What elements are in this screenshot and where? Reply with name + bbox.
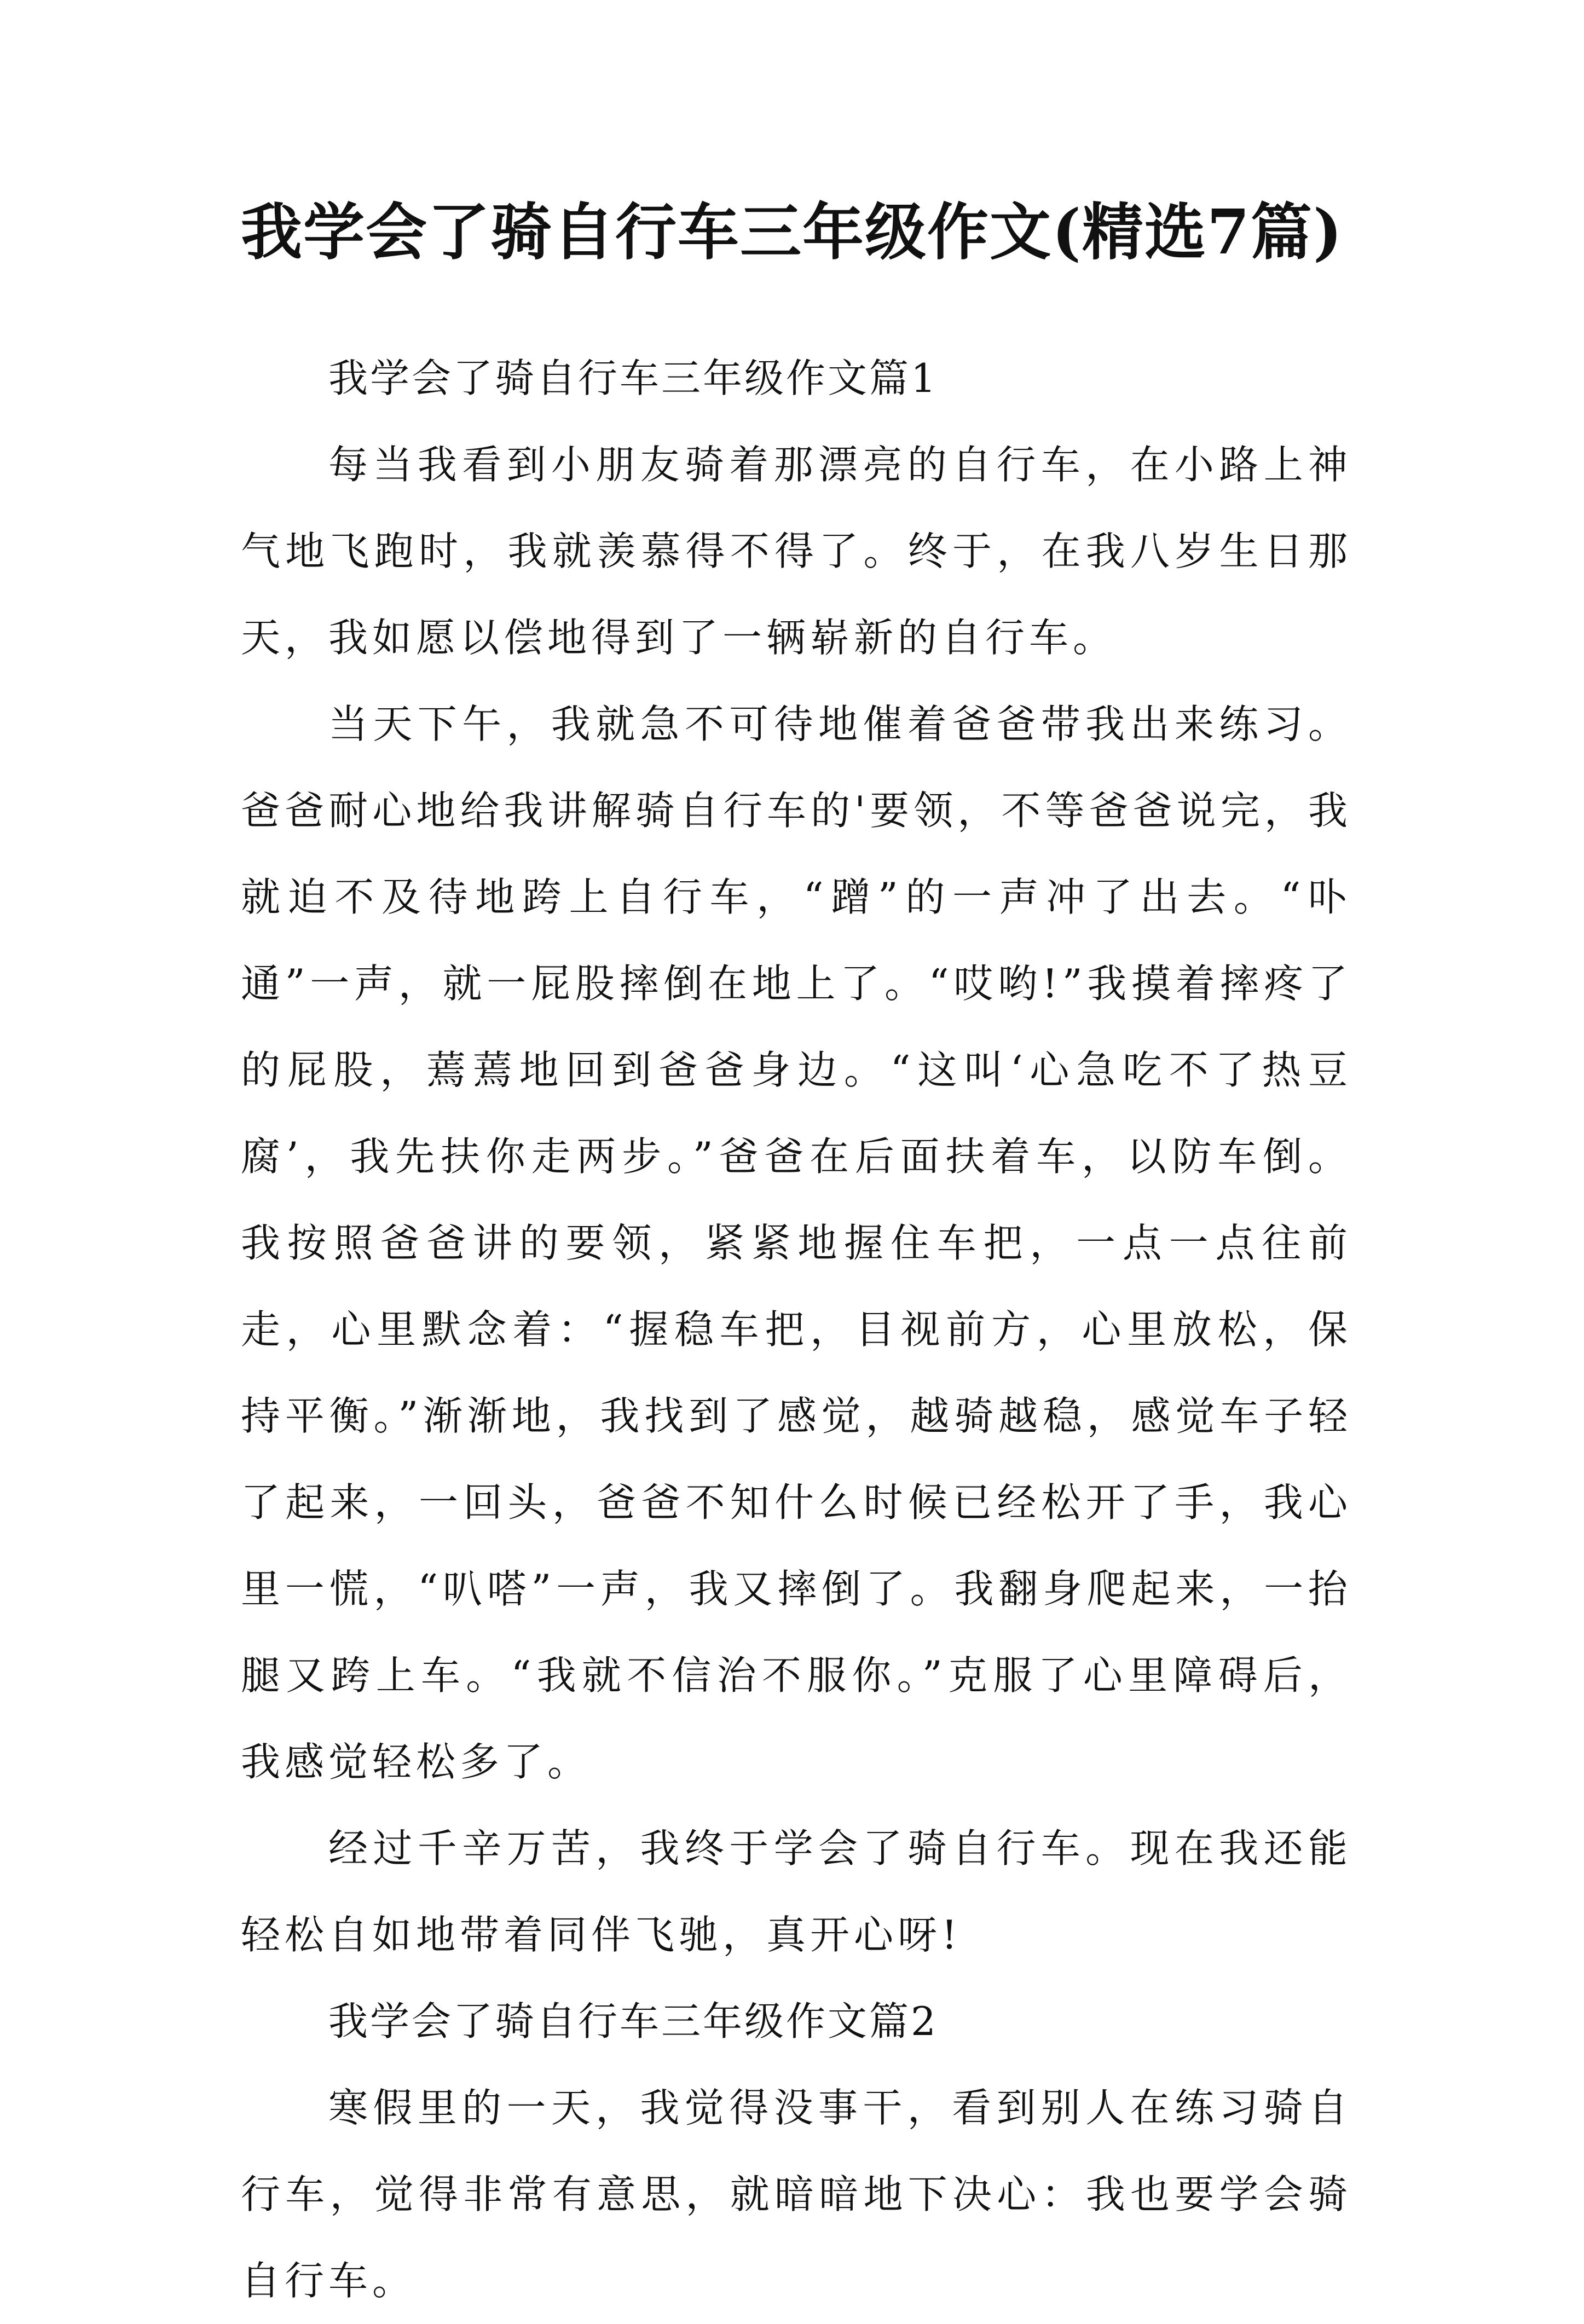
section-heading: 我学会了骑自行车三年级作文篇2 <box>328 1998 938 2044</box>
paragraph: 当天下午，我就急不可待地催着爸爸带我出来练习。爸爸耐心地给我讲解骑自行车的'要领，不等爸爸说完，我就迫不及待地跨上自行车，“蹭”的一声冲了出去。“卟通”一声，就一屁股摔倒在地上了。“哎哟!”我摸着摔疼了的屁股，蔫蔫地回到爸爸身边。“这叫‘心急吃不了热豆腐’，我先扶你走两步。”爸爸在后面扶着车，以防车倒。我按照爸爸讲的要领，紧紧地握住车把，一点一点往前走，心里默念着：“握稳车把，目视前方，心里放松，保持平衡。”渐渐地，我找到了感觉，越骑越稳，感觉车子轻了起来，一回头，爸爸不知什么时候已经松开了手，我心里一慌，“叭嗒”一声，我又摔倒了。我翻身爬起来，一抬腿又跨上车。“我就不信治不服你。”克服了心里障碍后，我感觉轻松多了。 <box>241 701 1352 1785</box>
document-body <box>241 335 1352 2324</box>
section-heading: 我学会了骑自行车三年级作文篇1 <box>328 355 938 401</box>
document-title: 我学会了骑自行车三年级作文(精选7篇) <box>241 196 1343 268</box>
paragraph: 经过千辛万苦，我终于学会了骑自行车。现在我还能轻松自如地带着同伴飞驰，真开心呀! <box>241 1825 1352 1958</box>
paragraph: 寒假里的一天，我觉得没事干，看到别人在练习骑自行车，觉得非常有意思，就暗暗地下决心：我也要学会骑自行车。 <box>241 2085 1352 2304</box>
paragraph: 每当我看到小朋友骑着那漂亮的自行车，在小路上神气地飞跑时，我就羡慕得不得了。终于，在我八岁生日那天，我如愿以偿地得到了一辆崭新的自行车。 <box>241 442 1352 661</box>
